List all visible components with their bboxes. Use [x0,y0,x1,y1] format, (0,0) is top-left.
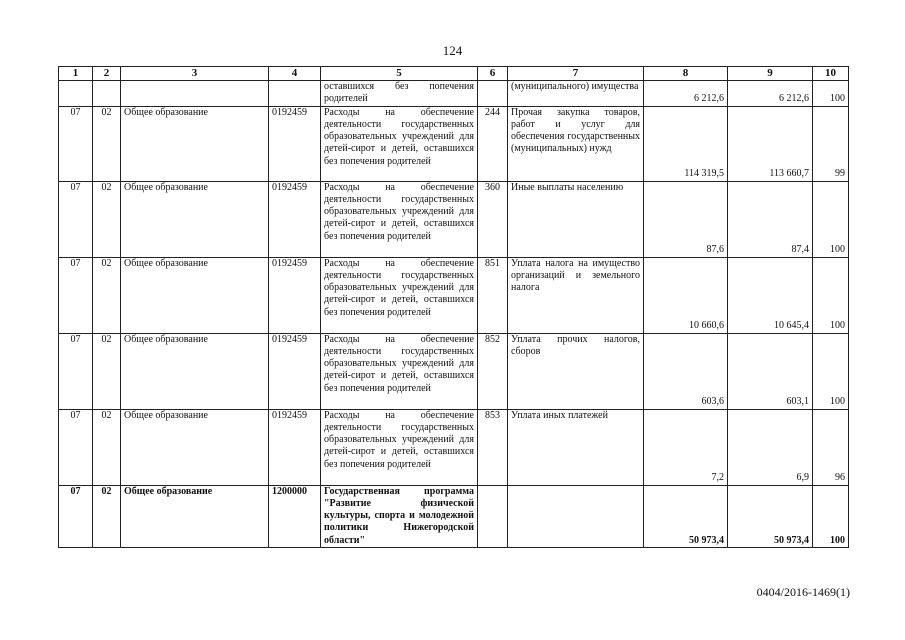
type-name-cell: Уплата иных платежей [508,409,644,485]
table-row [59,257,849,333]
type-name-cell: Уплата налога на имущество организаций и земельного налога [508,257,644,333]
column-header: 4 [269,67,321,81]
column-header: 7 [508,67,644,81]
section-cell: 07 [59,106,93,181]
table-header-row [59,67,849,81]
value-planned-cell: 50 973,4 [644,485,728,547]
description-cell: Расходы на обеспечение деятельности государственных образовательных учреждений для детей-сирот и детей, оставшихся без попечения родителей [321,106,478,181]
subsection-cell: 02 [93,485,121,547]
type-cell: 360 [478,181,508,257]
column-header: 6 [478,67,508,81]
type-cell: 853 [478,409,508,485]
value-actual-cell: 50 973,4 [728,485,813,547]
budget-table [58,66,849,548]
type-cell: 852 [478,333,508,409]
name-cell: Общее образование [121,181,269,257]
table-row [59,333,849,409]
table-row [59,485,849,547]
value-actual-cell: 6,9 [728,409,813,485]
type-cell [478,485,508,547]
value-planned-cell: 114 319,5 [644,106,728,181]
column-header: 5 [321,67,478,81]
type-cell [478,81,508,107]
type-name-cell: Прочая закупка товаров, работ и услуг для обеспечения государственных (муниципальных) нужд [508,106,644,181]
value-actual-cell: 87,4 [728,181,813,257]
name-cell: Общее образование [121,106,269,181]
subsection-cell: 02 [93,257,121,333]
code-cell: 0192459 [269,257,321,333]
subsection-cell [93,81,121,107]
subsection-cell: 02 [93,409,121,485]
percent-cell: 96 [813,409,849,485]
description-cell: Расходы на обеспечение деятельности государственных образовательных учреждений для детей-сирот и детей, оставшихся без попечения родителей [321,409,478,485]
code-cell: 0192459 [269,409,321,485]
section-cell: 07 [59,485,93,547]
name-cell: Общее образование [121,485,269,547]
code-cell [269,81,321,107]
code-cell: 0192459 [269,333,321,409]
value-planned-cell: 10 660,6 [644,257,728,333]
section-cell: 07 [59,257,93,333]
type-name-cell: Иные выплаты населению [508,181,644,257]
column-header: 9 [728,67,813,81]
type-cell: 851 [478,257,508,333]
value-actual-cell: 6 212,6 [728,81,813,107]
type-cell: 244 [478,106,508,181]
percent-cell: 100 [813,485,849,547]
percent-cell: 100 [813,257,849,333]
code-cell: 0192459 [269,181,321,257]
value-actual-cell: 113 660,7 [728,106,813,181]
document-id: 0404/2016-1469(1) [756,585,850,599]
description-cell: Расходы на обеспечение деятельности государственных образовательных учреждений для детей-сирот и детей, оставшихся без попечения родителей [321,181,478,257]
column-header: 8 [644,67,728,81]
subsection-cell: 02 [93,333,121,409]
subsection-cell: 02 [93,181,121,257]
table-row [59,409,849,485]
value-actual-cell: 603,1 [728,333,813,409]
column-header: 1 [59,67,93,81]
description-cell: Расходы на обеспечение деятельности государственных образовательных учреждений для детей-сирот и детей, оставшихся без попечения родителей [321,333,478,409]
type-name-cell [508,485,644,547]
percent-cell: 100 [813,333,849,409]
code-cell: 1200000 [269,485,321,547]
value-planned-cell: 87,6 [644,181,728,257]
name-cell: Общее образование [121,257,269,333]
type-name-cell: (муниципального) имущества [508,81,644,107]
section-cell: 07 [59,409,93,485]
description-cell: Расходы на обеспечение деятельности государственных образовательных учреждений для детей-сирот и детей, оставшихся без попечения родителей [321,257,478,333]
page-number: 124 [442,43,463,58]
value-planned-cell: 6 212,6 [644,81,728,107]
description-cell: оставшихся без попечения родителей [321,81,478,107]
code-cell: 0192459 [269,106,321,181]
column-header: 2 [93,67,121,81]
section-cell: 07 [59,181,93,257]
table-row-continuation [59,81,849,107]
subsection-cell: 02 [93,106,121,181]
column-header: 3 [121,67,269,81]
value-planned-cell: 7,2 [644,409,728,485]
section-cell [59,81,93,107]
value-planned-cell: 603,6 [644,333,728,409]
table-row [59,181,849,257]
percent-cell: 100 [813,81,849,107]
description-cell: Государственная программа "Развитие физической культуры, спорта и молодежной политики Нижегородской области" [321,485,478,547]
value-actual-cell: 10 645,4 [728,257,813,333]
section-cell: 07 [59,333,93,409]
name-cell: Общее образование [121,333,269,409]
name-cell [121,81,269,107]
name-cell: Общее образование [121,409,269,485]
column-header: 10 [813,67,849,81]
type-name-cell: Уплата прочих налогов, сборов [508,333,644,409]
table-row [59,106,849,181]
percent-cell: 99 [813,106,849,181]
percent-cell: 100 [813,181,849,257]
